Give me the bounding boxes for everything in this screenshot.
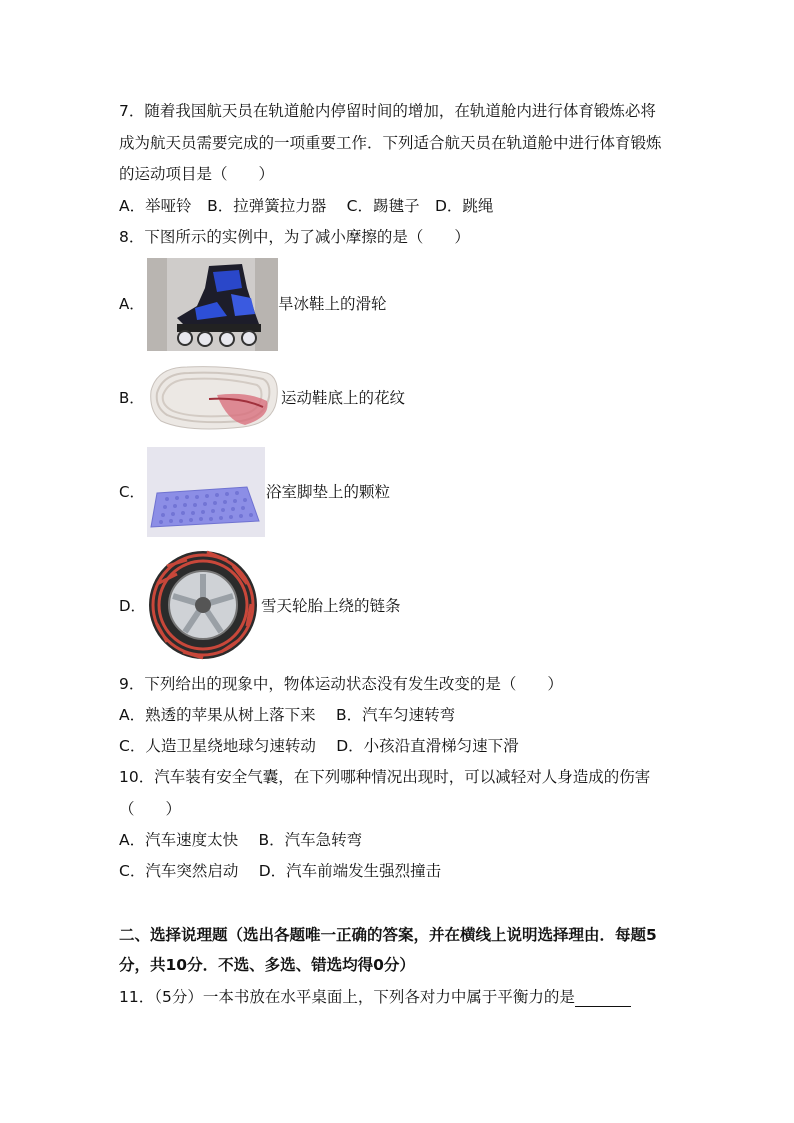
q7-options: A．举哑铃 B．拉弹簧拉力器 C．踢毽子 D．跳绳	[119, 197, 494, 215]
q10-options-cd: C．汽车突然启动 D．汽车前端发生强烈撞击	[119, 862, 442, 880]
q10-line1: 10．汽车装有安全气囊，在下列哪种情况出现时，可以减轻对人身造成的伤害	[119, 768, 651, 786]
section2-heading-line1: 二、选择说理题（选出各题唯一正确的答案，并在横线上说明选择理由．每题5	[119, 926, 657, 944]
q8-option-a-letter: A．	[119, 295, 145, 313]
q11-stem	[119, 987, 631, 1007]
answer-blank[interactable]	[575, 990, 631, 1007]
q7-line1: 7．随着我国航天员在轨道舱内停留时间的增加，在轨道舱内进行体育锻炼必将	[119, 102, 656, 120]
q8-option-a-caption: 旱冰鞋上的滑轮	[278, 295, 387, 313]
q9-options-ab: A．熟透的苹果从树上落下来 B．汽车匀速转弯	[119, 706, 456, 724]
q8-stem: 8．下图所示的实例中，为了减小摩擦的是（ ）	[119, 228, 470, 246]
q8-option-d-letter: D．	[119, 597, 146, 615]
q10-line2: （ ）	[119, 800, 182, 818]
q8-option-b-letter: B．	[119, 389, 145, 407]
q9-stem: 9．下列给出的现象中，物体运动状态没有发生改变的是（ ）	[119, 675, 563, 693]
q7-line3: 的运动项目是（ ）	[119, 165, 275, 183]
tire-chain-image	[147, 544, 260, 667]
shoe-sole-image	[147, 361, 280, 435]
q9-options-cd: C．人造卫星绕地球匀速转动 D．小孩沿直滑梯匀速下滑	[119, 737, 519, 755]
q7-line2: 成为航天员需要完成的一项重要工作．下列适合航天员在轨道舱中进行体育锻炼	[119, 134, 662, 152]
q8-option-d-caption: 雪天轮胎上绕的链条	[261, 597, 401, 615]
q8-option-b-caption: 运动鞋底上的花纹	[281, 389, 406, 407]
roller-skate-image	[147, 258, 278, 351]
q8-option-c-letter: C．	[119, 483, 145, 501]
q11-text: 11．（5分）一本书放在水平桌面上，下列各对力中属于平衡力的是	[119, 988, 575, 1006]
q8-option-c-caption: 浴室脚垫上的颗粒	[266, 483, 391, 501]
bath-mat-image	[147, 447, 265, 537]
q10-options-ab: A．汽车速度太快 B．汽车急转弯	[119, 831, 363, 849]
section2-heading-line2: 分，共10分．不选、多选、错选均得0分）	[119, 956, 415, 974]
